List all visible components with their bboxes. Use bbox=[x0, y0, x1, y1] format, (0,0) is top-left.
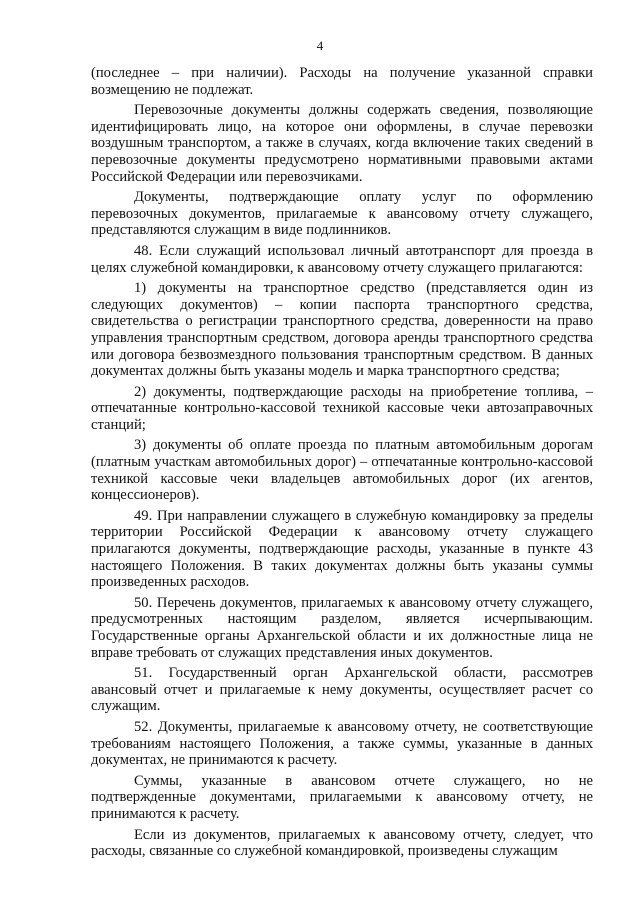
paragraph-payment-documents: Документы, подтверждающие оплату услуг по оформлению перевозочных документов, прилагаемые к авансовому отчету служащего, представляются служащим в виде подлинников. bbox=[91, 189, 593, 239]
document-body bbox=[91, 65, 593, 864]
paragraph-49: 49. При направлении служащего в служебную командировку за пределы территории Российской Федерации к авансовому отчету служащего прилагаются документы, подтверждающие расходы, указанные в пункте 43 настоящего Положения. В таких документах должны быть указаны суммы произведенных расходов. bbox=[91, 507, 593, 591]
paragraph-50: 50. Перечень документов, прилагаемых к авансовому отчету служащего, предусмотренных настоящим разделом, является исчерпывающим. Государственные органы Архангельской области и их должностные лица не вправе требовать от служащих представления иных документов. bbox=[91, 594, 593, 661]
paragraph-48-item-2: 2) документы, подтверждающие расходы на приобретение топлива, – отпечатанные контрольно-кассовой техникой кассовые чеки автозаправочных станций; bbox=[91, 383, 593, 433]
paragraph-48: 48. Если служащий использовал личный автотранспорт для проезда в целях служебной командировки, к авансовому отчету служащего прилагаются: bbox=[91, 242, 593, 276]
page-number: 4 bbox=[316, 38, 324, 53]
paragraph-51: 51. Государственный орган Архангельской области, рассмотрев авансовый отчет и прилагаемые к нему документы, осуществляет расчет со служащим. bbox=[91, 665, 593, 715]
paragraph-52: 52. Документы, прилагаемые к авансовому отчету, не соответствующие требованиям настоящего Положения, а также суммы, указанные в данных документах, не принимаются к расчету. bbox=[91, 718, 593, 769]
paragraph-48-item-3: 3) документы об оплате проезда по платным автомобильным дорогам (платным участкам автомобильных дорог) – отпечатанные контрольно-кассовой техникой кассовые чеки владельцев автомобильных дорог (их агентов, концессионеров). bbox=[91, 437, 593, 504]
paragraph-continuation: (последнее – при наличии). Расходы на получение указанной справки возмещению не подлежат. bbox=[91, 65, 593, 98]
paragraph-unconfirmed-sums: Суммы, указанные в авансовом отчете служащего, но не подтвержденные документами, прилагаемыми к авансовому отчету, не принимаются к расчету. bbox=[91, 772, 593, 822]
paragraph-48-item-1: 1) документы на транспортное средство (представляется один из следующих документов) – копии паспорта транспортного средства, свидетельства о регистрации транспортного средства, доверенности на право управления транспортным средством, договора аренды транспортного средства или договора безвозмездного пользования транспортным средством. В данных документах должны быть указаны модель и марка транспортного средства; bbox=[91, 280, 593, 380]
paragraph-transport-documents: Перевозочные документы должны содержать сведения, позволяющие идентифицировать лицо, на которое они оформлены, в случае перевозки воздушным транспортом, а также в случаях, когда включение таких сведений в перевозочные документы предусмотрено нормативными правовыми актами Российской Федерации или перевозчиками. bbox=[91, 102, 593, 185]
paragraph-expenses-incurred: Если из документов, прилагаемых к авансовому отчету, следует, что расходы, связанные со служебной командировкой, произведены служащим bbox=[91, 826, 593, 860]
